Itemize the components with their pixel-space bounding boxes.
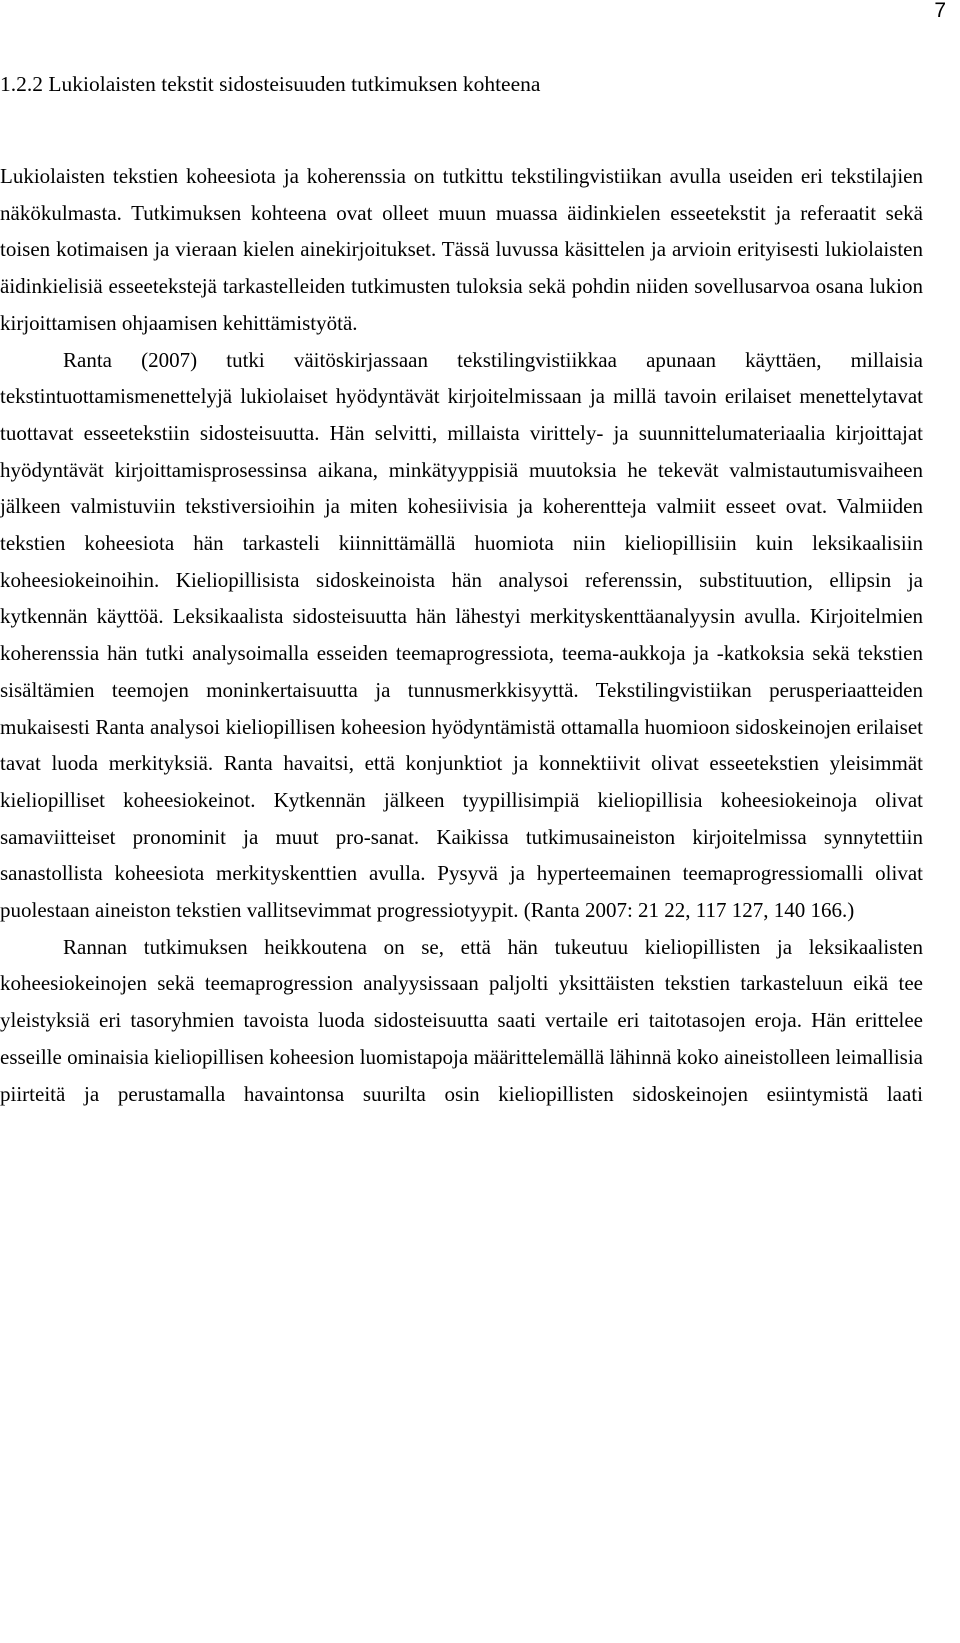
- paragraph: Lukiolaisten tekstien koheesiota ja koherenssia on tutkittu tekstilingvistiikan avulla useiden eri tekstilajien näkökulmasta. Tutkimuksen kohteena ovat olleet muun muassa äidinkielen esseetekstit ja referaatit sekä toisen kotimaisen ja vieraan kielen ainekirjoitukset. Tässä luvussa käsittelen ja arvioin erityisesti lukiolaisten äidinkielisiä esseetekstejä tarkastelleiden tutkimusten tuloksia sekä pohdin niiden sovellusarvoa osana lukion kirjoittamisen ohjaamisen kehittämistyötä.: [0, 164, 923, 335]
- paragraph: Ranta (2007) tutki väitöskirjassaan tekstilingvistiikkaa apunaan käyttäen, millaisia tekstintuottamismenettelyjä lukiolaiset hyödyntävät kirjoitelmissaan ja millä tavoin erilaiset menettelytavat tuottavat esseetekstiin sidosteisuutta. Hän selvitti, millaista virittely- ja suunnittelumateriaalia kirjoittajat hyödyntävät kirjoittamisprosessinsa aikana, minkätyyppisiä muutoksia he tekevät valmistautumisvaiheen jälkeen valmistuviin tekstiversioihin ja miten kohesiivisia ja koherentteja valmiit esseet ovat. Valmiiden tekstien koheesiota hän tarkasteli kiinnittämällä huomiota niin kieliopillisiin kuin leksikaalisiin koheesiokeinoihin. Kieliopillisista sidoskeinoista hän analysoi referenssin, substituution, ellipsin ja kytkennän käyttöä. Leksikaalista sidosteisuutta hän lähestyi merkityskenttäanalyysin avulla. Kirjoitelmien koherenssia hän tutki analysoimalla esseiden teemaprogressiota, teema-aukkoja ja -katkoksia sekä tekstien sisältämien teemojen moninkertaisuutta ja tunnusmerkkisyyttä. Tekstilingvistiikan perusperiaatteiden mukaisesti Ranta analysoi kieliopillisen koheesion hyödyntämistä ottamalla huomioon sidoskeinojen erilaiset tavat luoda merkityksiä. Ranta havaitsi, että konjunktiot ja konnektiivit olivat esseetekstien yleisimmät kieliopilliset koheesiokeinot. Kytkennän jälkeen tyypillisimpiä kieliopillisia koheesiokeinoja olivat samaviitteiset pronominit ja muut pro-sanat. Kaikissa tutkimusaineiston kirjoitelmissa synnytettiin sanastollista koheesiota merkityskenttien avulla. Pysyvä ja hyperteemainen teemaprogressiomalli olivat puolestaan aineiston tekstien vallitsevimmat progressiotyypit. (Ranta 2007: 21 22, 117 127, 140 166.): [0, 347, 923, 923]
- section-heading: 1.2.2 Lukiolaisten tekstit sidosteisuuden tutkimuksen kohteena: [0, 72, 541, 96]
- page-number: 7: [934, 0, 946, 22]
- paragraph: Rannan tutkimuksen heikkoutena on se, että hän tukeutuu kieliopillisten ja leksikaalisten koheesiokeinojen sekä teemaprogression analyysissaan paljolti yksittäisten tekstien tarkasteluun eikä tee yleistyksiä eri tasoryhmien tavoista luoda sidosteisuutta saati vertaile eri taitotasojen eroja. Hän erittelee esseille ominaisia kieliopillisen koheesion luomistapoja määrittelemällä lähinnä koko aineistolleen leimallisia piirteitä ja perustamalla havaintonsa suurilta osin kieliopillisten sidoskeinojen esiintymistä laati: [0, 934, 923, 1106]
- body-text: [0, 158, 923, 1112]
